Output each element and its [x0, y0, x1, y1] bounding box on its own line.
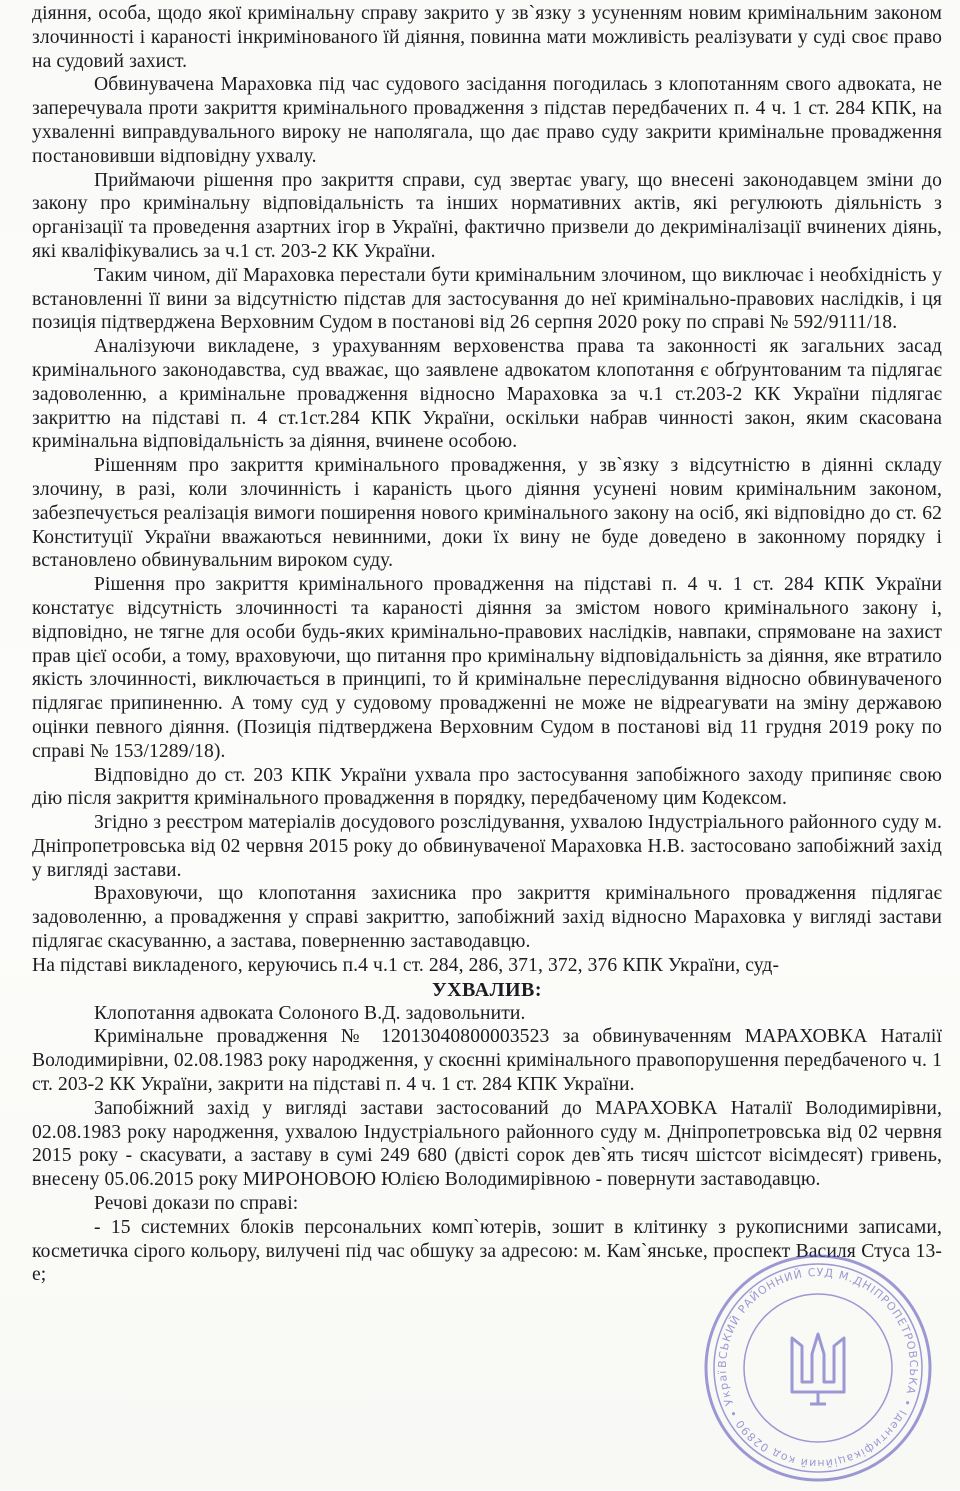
resolution-item: Запобіжний захід у вигляді застави застосований до МАРАХОВКА Наталії Володимирівни, 02.08.1983 року народження, ухвалою Індустріального районного суду м. Дніпропетровська від 02 червня 2015 року - скасувати, а заставу в сумі 249 680 (двісті сорок дев`ять тисяч шістсот вісімдесят) гривень, внесену 05.06.2015 року МИРОНОВОЮ Юлією Володимирівною - повернути заставодавцю. [32, 1097, 942, 1191]
resolution-item: Клопотання адвоката Солоного В.Д. задовольнити. [94, 1002, 526, 1024]
resolution-item: - 15 системних блоків персональних комп`ютерів, зошит в клітинку з рукописними записами, косметичка сірого кольору, вилучені під час обшуку за адресою: м. Кам`янське, проспект Василя Стуса 13-е; [32, 1216, 942, 1286]
paragraph: Рішенням про закриття кримінального провадження, у зв`язку з відсутністю в діянні складу злочину, в разі, коли злочинність і караність цього діяння усунені новим кримінальним законом, забезпечується реалізація вимоги поширення нового кримінального закону на осіб, які відповідно до ст. 62 Конституції України вважаються невинними, доки їх вину не буде доведено в законному порядку і встановлено обвинувальним вироком суду. [32, 455, 942, 572]
paragraph: Приймаючи рішення про закриття справи, суд звертає увагу, що внесені законодавцем зміни до закону про кримінальну відповідальність та інших нормативних актів, які регулюють діяльність з організації та проведення азартних ігор в Україні, фактично призвели до декриміналізації вчинених діянь, які кваліфікувались за ч.1 ст. 203-2 КК України. [32, 169, 942, 262]
paragraph: Обвинувачена Мараховка під час судового засідання погодилась з клопотанням свого адвоката, не заперечувала проти закриття кримінального провадження з підстав передбачених п. 4 ч. 1 ст. 284 КПК, на ухваленні виправдувального вироку не наполягала, що дає право суду закрити кримінальне провадження постановивши відповідну ухвалу. [32, 74, 942, 167]
paragraph: Аналізуючи викладене, з урахуванням верховенства права та законності як загальних засад кримінального законодавства, суд вважає, що заявлене адвокатом клопотання є обґрунтованим та підлягає задоволенню, а кримінальне провадження відносно Мараховка за ч.1 ст.203-2 КК України підлягає закриттю на підставі п. 4 ст.1ст.284 КПК України, оскільки набрав чинності закон, яким скасована кримінальна відповідальність за діяння, вчинене особою. [32, 336, 942, 453]
paragraph: Згідно з реєстром матеріалів досудового розслідування, ухвалою Індустріального районного суду м. Дніпропетровська від 02 червня 2015 року до обвинуваченої Мараховка Н.В. застосовано запобіжний захід у вигляді застави. [32, 812, 942, 881]
paragraph: Рішення про закриття кримінального провадження на підставі п. 4 ч. 1 ст. 284 КПК України констатує відсутність злочинності та караності діяння за змістом нового кримінального закону і, відповідно, не тягне для особи будь-яких кримінально-правових наслідків, навпаки, спрямоване на захист прав цієї особи, а тому, враховуючи, що питання про кримінальну відповідальність за діяння, яке втратило якість злочинності, виключається в принципі, то й кримінальне переслідування відносно обвинуваченого підлягає припиненню. А тому суд у судовому провадженні не може не відреагувати на зміну державою оцінки певного діяння. (Позиція підтверджена Верховним Судом в постанові від 11 грудня 2019 року по справі № 153/1289/18). [32, 574, 942, 762]
trident-emblem-icon [792, 1334, 844, 1404]
resolution-heading: УХВАЛИВ: [431, 978, 543, 1001]
paragraph: Таким чином, дії Мараховка перестали бути кримінальним злочином, що виключає і необхідність у встановленні її вини за відсутністю підстав для застосування до неї кримінально-правових наслідків, і ця позиція підтверджена Верховним Судом в постанові від 26 серпня 2020 року по справі № 592/9111/18. [32, 264, 942, 334]
paragraph: Враховуючи, що клопотання захисника про закриття кримінального провадження підлягає задоволенню, а провадження у справі закриттю, запобіжний захід відносно Мараховка у вигляді застави підлягає скасуванню, а застава, поверненню заставодавцю. [32, 883, 942, 953]
document-body [32, 2, 942, 1287]
seal-ring-text: ВСЬКИЙ РАЙОННИЙ СУД М.ДНІПРОПЕТРОВСЬКА • Ідентифікаційний код 02890 • Украї [715, 1265, 921, 1471]
resolution-item: Кримінальне провадження № 12013040800003523 за обвинуваченням МАРАХОВКА Наталії Володимирівни, 02.08.1983 року народження, у скоєнні кримінального правопорушення передбаченого ч. 1 ст. 203-2 КК України, закрити на підставі п. 4 ч. 1 ст. 284 КПК України. [32, 1026, 942, 1096]
resolution-item: Речові докази по справі: [94, 1193, 299, 1215]
legal-basis-line: На підставі викладеного, керуючись п.4 ч.1 ст. 284, 286, 371, 372, 376 КПК України, суд- [32, 954, 780, 976]
paragraph: Відповідно до ст. 203 КПК України ухвала про застосування запобіжного заходу припиняє свою дію після закриття кримінального провадження в порядку, передбаченому цим Кодексом. [32, 764, 942, 810]
paragraph: діяння, особа, щодо якої кримінальну справу закрито у зв`язку з усуненням новим кримінальним законом злочинності і караності інкримінованого їй діяння, повинна мати можливість реалізувати у суді своє право на судовий захист. [32, 3, 942, 72]
